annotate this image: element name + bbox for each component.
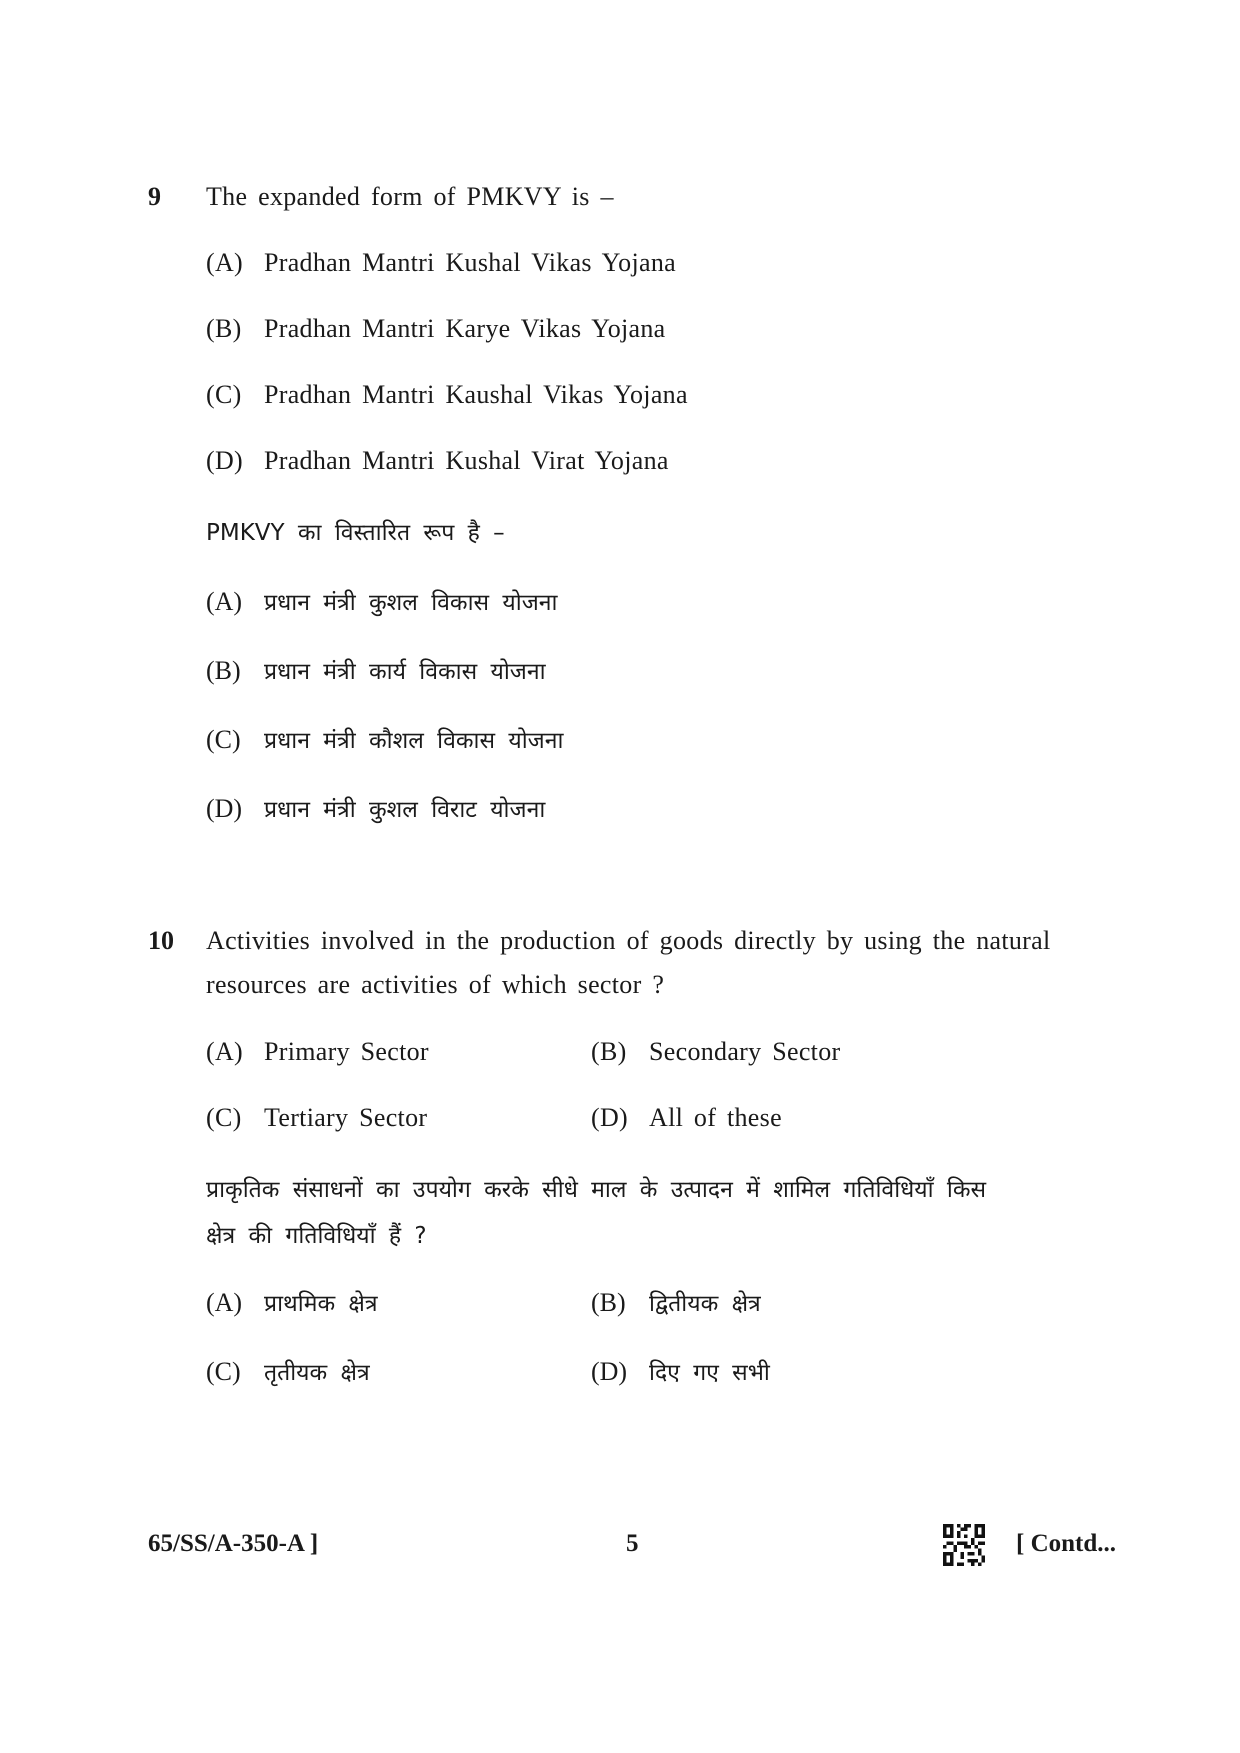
question-text-hindi-line2: क्षेत्र की गतिविधियाँ हैं ? [206, 1223, 427, 1249]
option-b-hindi [591, 1286, 761, 1318]
option-c [206, 380, 688, 410]
question-text-line1: Activities involved in the production of goods directly by using the natural [206, 926, 1051, 955]
option-text: प्रधान मंत्री कुशल विकास योजना [264, 590, 558, 616]
option-letter: (D) [591, 1357, 628, 1386]
contd-label: [ Contd... [1016, 1530, 1117, 1557]
option-text: प्रधान मंत्री कौशल विकास योजना [264, 728, 564, 754]
question-number: 10 [148, 926, 174, 955]
question-text-hindi: PMKVY का विस्तारित रूप है – [206, 520, 505, 546]
option-a-hindi [206, 585, 558, 617]
option-text: Pradhan Mantri Kaushal Vikas Yojana [264, 380, 688, 409]
page-number: 5 [626, 1530, 639, 1557]
paper-code: 65/SS/A-350-A ] [148, 1530, 319, 1557]
option-text: दिए गए सभी [649, 1360, 770, 1386]
option-letter: (B) [206, 656, 241, 685]
question-text-line2: resources are activities of which sector ? [206, 970, 665, 999]
option-letter: (C) [206, 1357, 241, 1386]
option-text: Primary Sector [264, 1037, 429, 1066]
option-letter: (A) [206, 248, 243, 277]
option-letter: (C) [206, 380, 242, 409]
question-text: The expanded form of PMKVY is – [206, 182, 614, 211]
option-a [206, 1037, 429, 1067]
option-c-hindi [206, 1355, 370, 1387]
option-letter: (C) [206, 1103, 242, 1132]
option-text: Secondary Sector [649, 1037, 841, 1066]
option-d-hindi [206, 792, 545, 824]
option-text: All of these [649, 1103, 782, 1132]
option-text: प्राथमिक क्षेत्र [264, 1291, 378, 1317]
qr-code-icon [943, 1524, 985, 1566]
option-text: द्वितीयक क्षेत्र [649, 1291, 761, 1317]
option-letter: (D) [591, 1103, 628, 1132]
option-letter: (A) [206, 1288, 243, 1317]
option-letter: (C) [206, 725, 241, 754]
option-text: प्रधान मंत्री कुशल विराट योजना [264, 797, 546, 823]
option-b-hindi [206, 654, 546, 686]
option-d-hindi [591, 1355, 770, 1387]
option-text: Pradhan Mantri Karye Vikas Yojana [264, 314, 666, 343]
option-letter: (A) [206, 1037, 243, 1066]
option-b [591, 1037, 840, 1067]
option-text: प्रधान मंत्री कार्य विकास योजना [264, 659, 546, 685]
option-c [206, 1103, 427, 1133]
option-d [591, 1103, 782, 1133]
option-letter: (B) [591, 1037, 627, 1066]
option-c-hindi [206, 723, 563, 755]
option-text: Pradhan Mantri Kushal Virat Yojana [264, 446, 669, 475]
option-letter: (D) [206, 446, 243, 475]
option-d [206, 446, 669, 476]
option-text: Tertiary Sector [264, 1103, 428, 1132]
option-letter: (D) [206, 794, 243, 823]
option-text: तृतीयक क्षेत्र [264, 1360, 370, 1386]
option-a-hindi [206, 1286, 378, 1318]
option-letter: (B) [206, 314, 242, 343]
option-b [206, 314, 666, 344]
question-number: 9 [148, 182, 161, 211]
option-text: Pradhan Mantri Kushal Vikas Yojana [264, 248, 676, 277]
option-letter: (B) [591, 1288, 626, 1317]
option-a [206, 248, 676, 278]
option-letter: (A) [206, 587, 243, 616]
question-text-hindi-line1: प्राकृतिक संसाधनों का उपयोग करके सीधे माल के उत्पादन में शामिल गतिविधियाँ किस [206, 1177, 987, 1203]
